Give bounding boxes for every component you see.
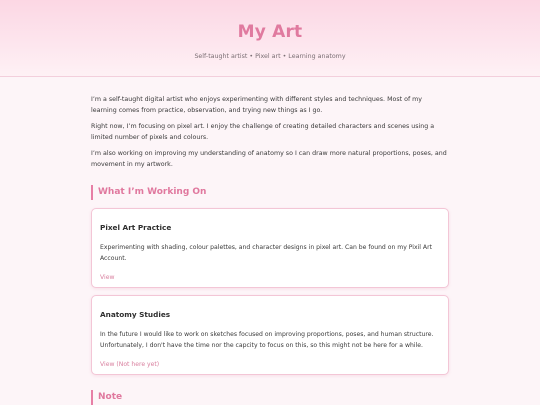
- page-title: My Art: [237, 22, 303, 42]
- project-card-pixel-art: [91, 208, 449, 288]
- section-heading-working-on: What I’m Working On: [91, 185, 449, 200]
- page-header: [0, 0, 540, 77]
- view-link[interactable]: View (Not here yet): [100, 361, 160, 368]
- intro-paragraph: I’m a self-taught digital artist who enjoys experimenting with different styles and techniques. Most of my learning comes from practice, observation, and trying new things as I go.: [91, 96, 423, 114]
- section-heading-note: Note: [91, 390, 449, 405]
- card-description: In the future I would like to work on sketches focused on improving proportions, poses, and human structure. Unfortunately, I don't have the time nor the capcity to focus on this, so this might not be here for a while.: [100, 331, 434, 349]
- card-description: Experimenting with shading, colour palettes, and character designs in pixel art. Can be found on my Pixil Art Account.: [100, 244, 432, 262]
- card-title: Pixel Art Practice: [100, 223, 172, 232]
- intro-paragraph: Right now, I’m focusing on pixel art. I enjoy the challenge of creating detailed characters and scenes using a limited number of pixels and colours.: [91, 123, 435, 141]
- project-card-anatomy: [91, 295, 449, 375]
- main-content: [0, 77, 540, 405]
- view-link[interactable]: View: [100, 274, 115, 281]
- card-title: Anatomy Studies: [100, 310, 171, 319]
- intro-paragraph: I’m also working on improving my understanding of anatomy so I can draw more natural proportions, poses, and movement in my artwork.: [91, 150, 447, 168]
- page-subtitle: Self-taught artist • Pixel art • Learning anatomy: [194, 53, 346, 60]
